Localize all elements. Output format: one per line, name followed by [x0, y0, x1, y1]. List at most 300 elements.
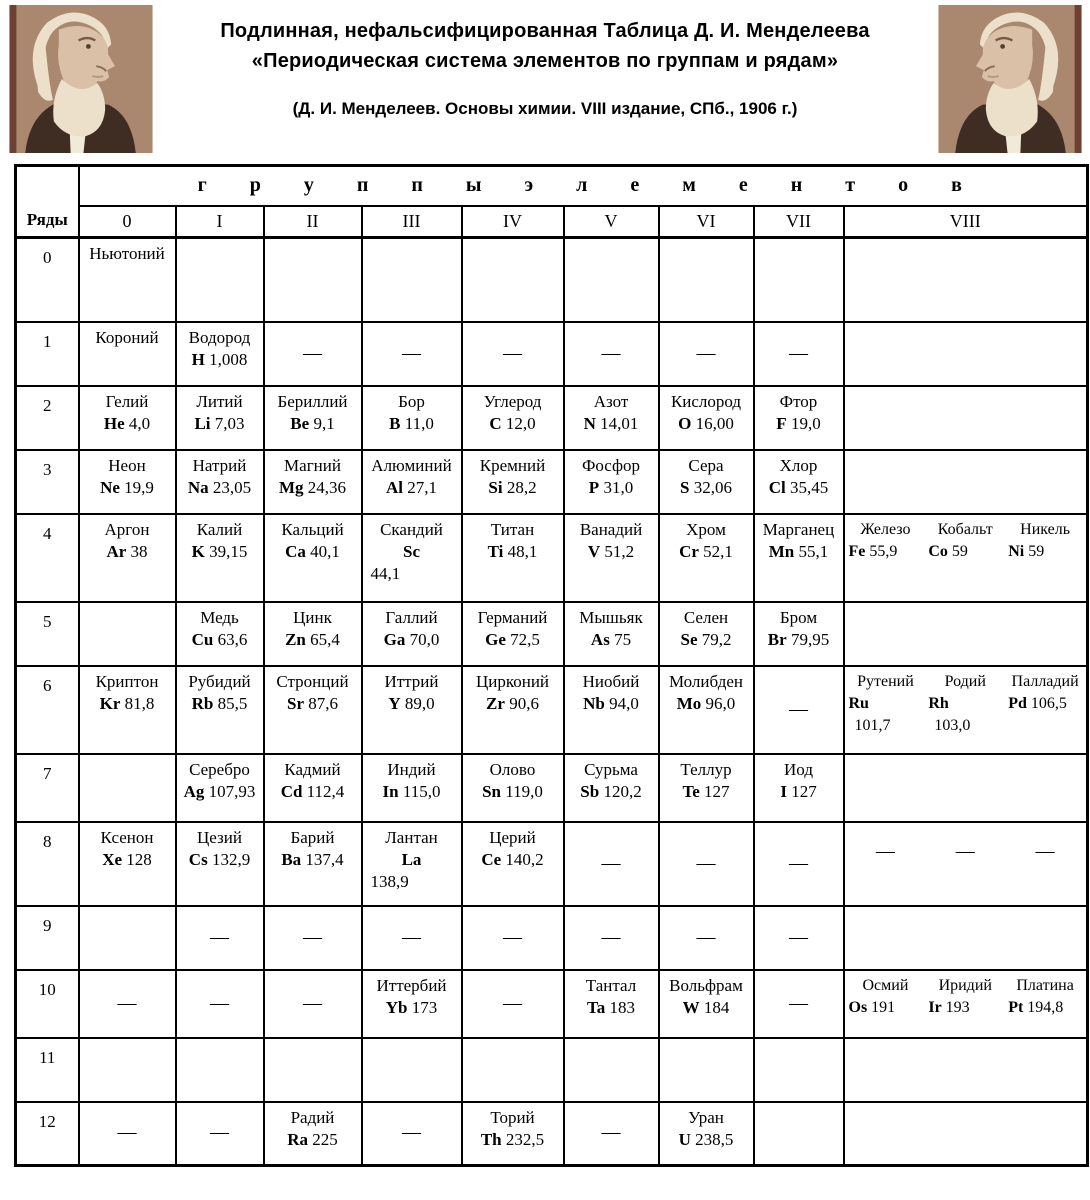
element-name: Лантан [385, 827, 438, 847]
element-symbol-mass: P 31,0 [588, 477, 634, 497]
element-symbol-mass: V 51,2 [587, 541, 635, 561]
element-cell-I [754, 754, 844, 822]
element-symbol-mass: Nb 94,0 [583, 693, 639, 713]
element-name: Иттербий [376, 975, 447, 995]
row-number: 3 [16, 450, 79, 514]
dash-cell: — [564, 822, 659, 906]
element-symbol-mass: Sc 44,1 [370, 541, 420, 583]
element-cell-Be [264, 386, 362, 450]
element-name: Радий [290, 1107, 335, 1127]
element-cell-V [564, 514, 659, 602]
group-viii-subcells [846, 827, 1086, 863]
empty-cell [264, 1038, 362, 1102]
element-name: Натрий [192, 455, 247, 475]
table-row-11 [16, 1038, 1088, 1102]
dash-cell: — [754, 970, 844, 1038]
dash-cell: — [462, 970, 564, 1038]
element-cell-Os [846, 975, 926, 1019]
element-name: Кобальт [937, 520, 993, 538]
element-name: Церий [489, 827, 536, 847]
element-name: Бор [398, 391, 425, 411]
element-name: Азот [593, 391, 629, 411]
element-cell-Ce [462, 822, 564, 906]
element-name: Олово [489, 759, 536, 779]
empty-cell [362, 238, 462, 322]
element-name: Теллур [680, 759, 732, 779]
table-row-10 [16, 970, 1088, 1038]
empty-cell [844, 906, 1088, 970]
dash-cell: — [176, 1102, 264, 1166]
empty-cell [659, 1038, 754, 1102]
element-name: Никель [1020, 520, 1071, 538]
element-name: Тантал [585, 975, 637, 995]
table-row-12 [16, 1102, 1088, 1166]
element-symbol-mass: Xe 128 [102, 849, 152, 869]
element-cell-In [362, 754, 462, 822]
element-cell-Mo [659, 666, 754, 754]
table-row-0 [16, 238, 1088, 322]
group-label-V: V [564, 206, 659, 238]
element-cell-Si [462, 450, 564, 514]
page-title-line1: Подлинная, нефальсифицированная Таблица Д. И. Менделеева [220, 20, 870, 42]
row-number: 8 [16, 822, 79, 906]
mendeleev-portrait-drawing [9, 5, 153, 153]
element-symbol-mass: Pd 106,5 [1008, 694, 1067, 712]
element-cell-Cr [659, 514, 754, 602]
element-symbol-mass: U 238,5 [678, 1129, 734, 1149]
element-name: Ванадий [579, 519, 643, 539]
page-title-line2: «Периодическая система элементов по группам и рядам» [251, 50, 839, 72]
element-cell-Y [362, 666, 462, 754]
row-number: 6 [16, 666, 79, 754]
empty-cell [844, 602, 1088, 666]
element-symbol-mass: He 4,0 [103, 413, 151, 433]
empty-cell [754, 238, 844, 322]
element-cell-Ra [264, 1102, 362, 1166]
dash-cell: — [462, 322, 564, 386]
title-block [165, 16, 925, 119]
group-viii-cell [844, 666, 1088, 754]
element-name: Гелий [105, 391, 149, 411]
element-name: Скандий [380, 519, 443, 539]
element-name: Марганец [762, 519, 835, 539]
empty-cell [659, 238, 754, 322]
empty-cell [176, 1038, 264, 1102]
element-symbol-mass: Cu 63,6 [191, 629, 248, 649]
element-name: Хлор [779, 455, 818, 475]
element-cell-La [362, 822, 462, 906]
empty-cell [844, 238, 1088, 322]
dash-cell: — [176, 906, 264, 970]
element-cell-Mg [264, 450, 362, 514]
element-name: Платина [1016, 976, 1074, 994]
element-symbol-mass: Si 28,2 [488, 477, 537, 497]
row-number: 7 [16, 754, 79, 822]
element-cell-Cl [754, 450, 844, 514]
element-name: Серебро [189, 759, 250, 779]
row-number: 12 [16, 1102, 79, 1166]
element-name: Литий [196, 391, 243, 411]
element-cell-Ar [79, 514, 176, 602]
dash-cell: — [362, 1102, 462, 1166]
dash-cell: — [79, 1102, 176, 1166]
dash-cell: — [264, 322, 362, 386]
dash-cell: — [754, 822, 844, 906]
element-cell-K [176, 514, 264, 602]
table-row-1 [16, 322, 1088, 386]
group-label-0: 0 [79, 206, 176, 238]
periodic-table-body [16, 238, 1088, 1166]
element-symbol-mass: Cs 132,9 [188, 849, 251, 869]
element-cell-H [176, 322, 264, 386]
empty-cell [844, 386, 1088, 450]
element-cell-He [79, 386, 176, 450]
empty-cell [176, 238, 264, 322]
element-symbol-mass: Cl 35,45 [768, 477, 829, 497]
element-name: Фосфор [581, 455, 641, 475]
element-cell-F [754, 386, 844, 450]
element-symbol-mass: Y 89,0 [388, 693, 435, 713]
empty-cell [79, 602, 176, 666]
dash-cell: — [362, 906, 462, 970]
element-symbol-mass: Th 232,5 [480, 1129, 545, 1149]
element-cell-Cs [176, 822, 264, 906]
element-name: Неон [108, 455, 146, 475]
element-name: Калий [196, 519, 243, 539]
empty-cell [844, 322, 1088, 386]
element-name: Иттрий [384, 671, 439, 691]
empty-cell [462, 1038, 564, 1102]
element-cell-B [362, 386, 462, 450]
element-name: Магний [284, 455, 341, 475]
element-symbol-mass: Cr 52,1 [679, 541, 733, 561]
element-name: Ниобий [582, 671, 640, 691]
element-name: Рутений [857, 672, 914, 690]
element-name: Индий [387, 759, 436, 779]
element-symbol-mass: F 19,0 [776, 413, 821, 433]
element-symbol-mass: Al 27,1 [386, 477, 437, 497]
dash-cell: — [1035, 840, 1055, 862]
table-row-3 [16, 450, 1088, 514]
element-cell-Xe [79, 822, 176, 906]
group-label-IV: IV [462, 206, 564, 238]
row-number: 2 [16, 386, 79, 450]
element-cell-S [659, 450, 754, 514]
empty-cell [754, 1038, 844, 1102]
element-symbol-mass: Zr 90,6 [486, 693, 539, 713]
dash-cell: — [955, 840, 975, 862]
dash-cell: — [659, 822, 754, 906]
element-symbol-mass: Mo 96,0 [676, 693, 736, 713]
groups-header: г р у п п ы э л е м е н т о в [79, 166, 1088, 206]
group-viii-subcells [846, 519, 1086, 563]
element-symbol-mass: Kr 81,8 [99, 693, 155, 713]
element-symbol-mass: Zn 65,4 [285, 629, 340, 649]
element-cell-As [564, 602, 659, 666]
element-cell-Al [362, 450, 462, 514]
element-cell-Ir [925, 975, 1005, 1019]
dash-cell: — [564, 322, 659, 386]
element-symbol-mass: Ru 101,7 [848, 694, 891, 734]
element-symbol-mass: S 32,06 [680, 477, 732, 497]
element-name: Цирконий [475, 671, 550, 691]
empty-cell [844, 450, 1088, 514]
dash-cell: — [659, 322, 754, 386]
row-number: 11 [16, 1038, 79, 1102]
dash-cell: — [564, 1102, 659, 1166]
group-label-III: III [362, 206, 462, 238]
dash-cell: — [462, 906, 564, 970]
element-name: Титан [490, 519, 535, 539]
row-number: 1 [16, 322, 79, 386]
mendeleev-portrait-right [938, 5, 1082, 153]
element-name: Палладий [1011, 672, 1079, 690]
row-number: 10 [16, 970, 79, 1038]
dash-cell: — [264, 906, 362, 970]
element-symbol-mass: Ba 137,4 [281, 849, 344, 869]
element-cell-Mn [754, 514, 844, 602]
element-name: Кадмий [284, 759, 341, 779]
element-cell-N [564, 386, 659, 450]
element-symbol-mass: La 138,9 [370, 849, 422, 891]
element-symbol-mass: Rb 85,5 [191, 693, 248, 713]
rows-column-header: Ряды [16, 166, 79, 238]
element-cell-Fe [846, 519, 926, 563]
element-name: Ньютоний [89, 244, 165, 263]
element-symbol-mass: Cd 112,4 [280, 781, 345, 801]
element-cell-Sb [564, 754, 659, 822]
table-row-7 [16, 754, 1088, 822]
element-cell-Rh [925, 671, 1005, 737]
element-name: Аргон [104, 519, 150, 539]
element-cell-Ne [79, 450, 176, 514]
element-symbol-mass: Br 79,95 [767, 629, 830, 649]
element-cell-Ti [462, 514, 564, 602]
page-subtitle: (Д. И. Менделеев. Основы химии. VIII издание, СПб., 1906 г.) [292, 99, 798, 118]
element-name: Торий [490, 1107, 535, 1127]
empty-cell [79, 754, 176, 822]
element-cell-Ga [362, 602, 462, 666]
element-cell-Li [176, 386, 264, 450]
row-number: 9 [16, 906, 79, 970]
element-name: Родий [944, 672, 986, 690]
element-name: Кальций [281, 519, 344, 539]
element-cell-Ca [264, 514, 362, 602]
element-name: Криптон [95, 671, 159, 691]
element-symbol-mass: Ta 183 [586, 997, 636, 1017]
mendeleev-portrait-left [9, 5, 153, 153]
element-symbol-mass: Os 191 [848, 998, 896, 1016]
element-symbol-mass: Ni 59 [1008, 542, 1045, 560]
element-symbol-mass: Sn 119,0 [482, 781, 543, 801]
element-symbol-mass: C 12,0 [489, 413, 536, 433]
element-cell-Nb [564, 666, 659, 754]
element-name: Короний [95, 327, 159, 347]
element-name: Вольфрам [669, 975, 743, 995]
element-cell-Yb [362, 970, 462, 1038]
table-row-6 [16, 666, 1088, 754]
element-name: Иод [784, 759, 813, 779]
element-symbol-mass: Pt 194,8 [1008, 998, 1064, 1016]
dash-cell: — [754, 322, 844, 386]
element-symbol-mass: Ir 193 [928, 998, 970, 1016]
element-cell [79, 322, 176, 386]
dash-cell: — [79, 970, 176, 1038]
element-name: Сурьма [584, 759, 638, 779]
element-symbol-mass: Mn 55,1 [768, 541, 829, 561]
row-number: 4 [16, 514, 79, 602]
element-cell-Te [659, 754, 754, 822]
element-cell-Sc [362, 514, 462, 602]
mendeleev-portrait-drawing [938, 5, 1082, 153]
element-symbol-mass: Sb 120,2 [580, 781, 642, 801]
element-name: Кислород [670, 391, 742, 411]
table-row-5 [16, 602, 1088, 666]
element-cell-Co [925, 519, 1005, 563]
element-symbol-mass: Yb 173 [385, 997, 438, 1017]
empty-cell [79, 906, 176, 970]
element-symbol-mass: In 115,0 [382, 781, 441, 801]
dash-cell: — [875, 840, 895, 862]
dash-cell: — [264, 970, 362, 1038]
element-cell-Ni [1005, 519, 1085, 563]
element-symbol-mass: Ce 140,2 [481, 849, 544, 869]
group-viii-subcells [846, 975, 1086, 1019]
element-cell-O [659, 386, 754, 450]
element-name: Иридий [938, 976, 992, 994]
element-symbol-mass: Ti 48,1 [487, 541, 538, 561]
element-name: Молибден [668, 671, 744, 691]
page-header [0, 0, 1090, 164]
element-cell-Na [176, 450, 264, 514]
element-cell [79, 238, 176, 322]
table-row-2 [16, 386, 1088, 450]
group-label-I: I [176, 206, 264, 238]
element-cell-Ta [564, 970, 659, 1038]
element-cell-C [462, 386, 564, 450]
element-cell-Pt [1005, 975, 1085, 1019]
dash-cell: — [754, 666, 844, 754]
periodic-table [14, 164, 1089, 1167]
table-row-4 [16, 514, 1088, 602]
table-row-8 [16, 822, 1088, 906]
element-symbol-mass: Se 79,2 [680, 629, 732, 649]
element-name: Германий [477, 607, 548, 627]
row-number: 5 [16, 602, 79, 666]
dash-cell: — [659, 906, 754, 970]
group-viii-cell [844, 514, 1088, 602]
element-cell-U [659, 1102, 754, 1166]
element-name: Медь [200, 607, 239, 627]
empty-cell [462, 238, 564, 322]
element-symbol-mass: Co 59 [928, 542, 968, 560]
element-cell-Ge [462, 602, 564, 666]
element-name: Барий [290, 827, 335, 847]
element-cell-Ag [176, 754, 264, 822]
empty-cell [844, 1102, 1088, 1166]
element-symbol-mass: Ge 72,5 [485, 629, 540, 649]
element-cell-Cd [264, 754, 362, 822]
element-symbol-mass: Be 9,1 [290, 413, 335, 433]
element-name: Бериллий [277, 391, 348, 411]
group-label-VIII: VIII [844, 206, 1088, 238]
element-symbol-mass: I 127 [780, 781, 817, 801]
element-cell-Rb [176, 666, 264, 754]
element-cell-Sn [462, 754, 564, 822]
element-symbol-mass: As 75 [590, 629, 632, 649]
element-symbol-mass: Ca 40,1 [285, 541, 340, 561]
empty-cell [564, 1038, 659, 1102]
element-symbol-mass: Sr 87,6 [287, 693, 338, 713]
element-cell-Kr [79, 666, 176, 754]
element-symbol-mass: Ar 38 [106, 541, 148, 561]
element-name: Цинк [293, 607, 332, 627]
element-name: Селен [683, 607, 729, 627]
empty-cell [844, 1038, 1088, 1102]
element-symbol-mass: O 16,00 [678, 413, 734, 433]
element-name: Углерод [483, 391, 542, 411]
group-viii-cell [844, 822, 1088, 906]
element-symbol-mass: Na 23,05 [187, 477, 252, 497]
table-row-9 [16, 906, 1088, 970]
element-symbol-mass: W 184 [682, 997, 730, 1017]
element-name: Сера [688, 455, 724, 475]
empty-cell [754, 1102, 844, 1166]
element-symbol-mass: Fe 55,9 [848, 542, 898, 560]
empty-cell [362, 1038, 462, 1102]
element-name: Ксенон [100, 827, 154, 847]
element-name: Хром [686, 519, 726, 539]
group-labels-row [16, 206, 1088, 238]
element-name: Осмий [862, 976, 909, 994]
empty-cell [564, 238, 659, 322]
element-symbol-mass: Ag 107,93 [183, 781, 256, 801]
group-viii-subcells [846, 671, 1086, 737]
row-number: 0 [16, 238, 79, 322]
empty-cell [264, 238, 362, 322]
element-symbol-mass: N 14,01 [583, 413, 639, 433]
element-symbol-mass: Mg 24,36 [278, 477, 347, 497]
element-cell-Ru [846, 671, 926, 737]
element-cell-Pd [1005, 671, 1085, 737]
dash-cell: — [362, 322, 462, 386]
element-cell-Zn [264, 602, 362, 666]
element-symbol-mass: Te 127 [682, 781, 730, 801]
element-symbol-mass: Rh 103,0 [928, 694, 971, 734]
element-cell-Se [659, 602, 754, 666]
element-name: Мышьяк [579, 607, 643, 627]
element-name: Алюминий [371, 455, 452, 475]
element-name: Цезий [197, 827, 242, 847]
element-name: Железо [860, 520, 911, 538]
dash-cell: — [754, 906, 844, 970]
element-name: Водород [188, 327, 251, 347]
element-symbol-mass: Ra 225 [287, 1129, 338, 1149]
empty-cell [79, 1038, 176, 1102]
element-cell-Sr [264, 666, 362, 754]
element-cell-Th [462, 1102, 564, 1166]
element-cell-Cu [176, 602, 264, 666]
element-cell-Zr [462, 666, 564, 754]
element-name: Уран [688, 1107, 724, 1127]
group-viii-cell [844, 970, 1088, 1038]
element-cell-W [659, 970, 754, 1038]
element-symbol-mass: H 1,008 [191, 349, 248, 369]
element-cell-P [564, 450, 659, 514]
group-label-VII: VII [754, 206, 844, 238]
element-symbol-mass: K 39,15 [191, 541, 248, 561]
element-symbol-mass: Ne 19,9 [100, 477, 154, 497]
